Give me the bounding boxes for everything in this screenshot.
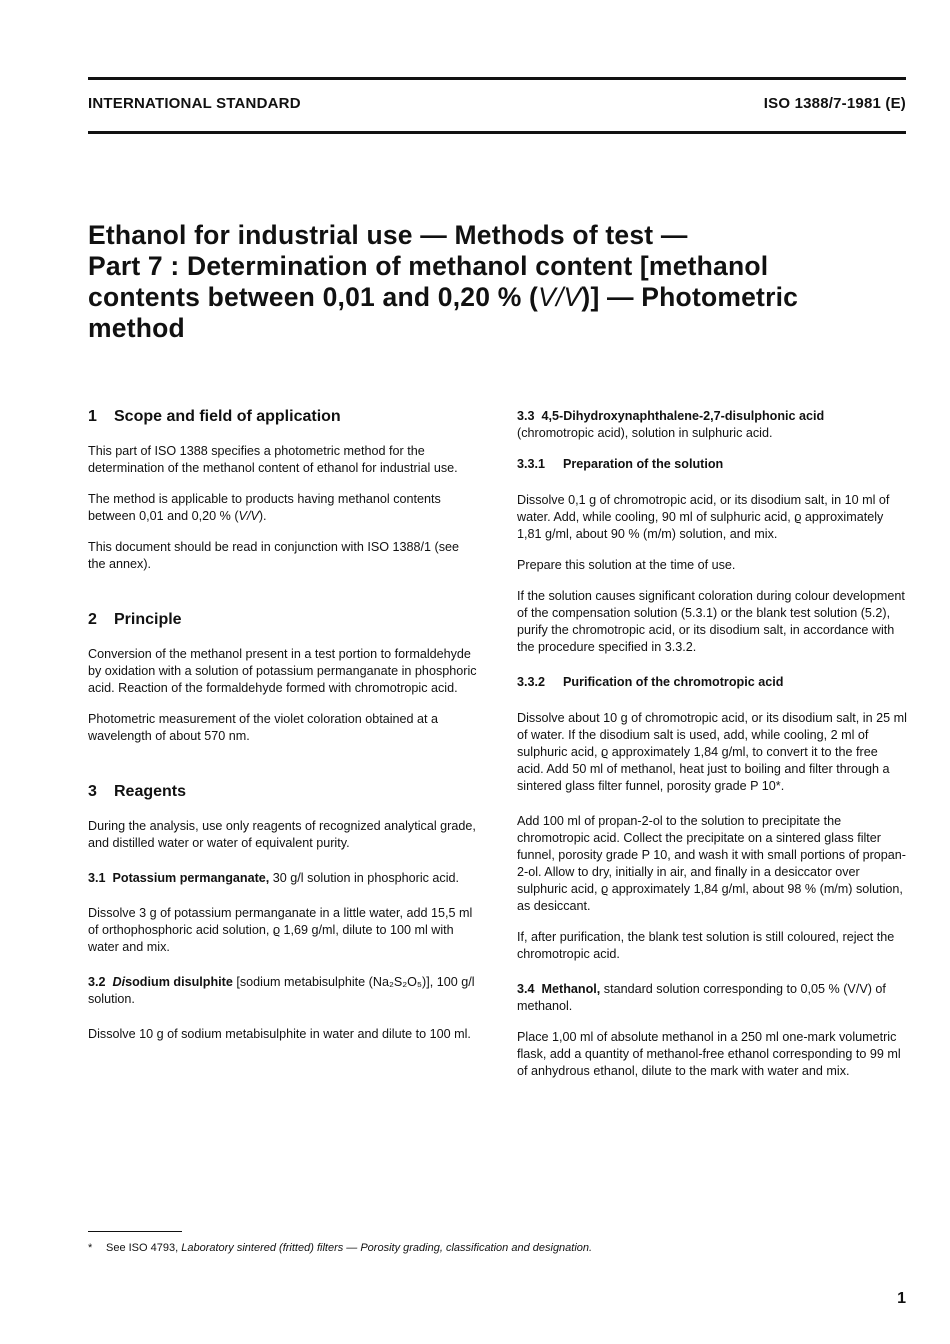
purification-paragraph-2: Add 100 ml of propan-2-ol to the solution to precipitate the chromotropic acid. Collect the precipitate on a sintered glass filter funnel, porosity grade P 10, and wash it with small portions of propan-2-ol. Allow to dry, initially in air, and finally in a desiccator over sulphuric acid, ϱ approximately 1,84 g/ml, about 98 % (m/m) solution, as desiccant. [517, 814, 906, 913]
reagent-3-2-procedure: Dissolve 10 g of sodium metabisulphite in water and dilute to 100 ml. [88, 1027, 471, 1041]
principle-paragraph-1: Conversion of the methanol present in a test portion to formaldehyde by oxidation with a solution of potassium permanganate in phosphoric acid. Reaction of the formaldehyde formed with chromotropic acid. [88, 647, 477, 695]
title-line-2: Part 7 : Determination of methanol content [methanol [88, 251, 769, 281]
scope-paragraph-3: This document should be read in conjunction with ISO 1388/1 (see the annex). [88, 540, 460, 571]
footnote-rule [88, 1231, 182, 1232]
standard-type-label: INTERNATIONAL STANDARD [88, 95, 301, 112]
scope-paragraph-1: This part of ISO 1388 specifies a photometric method for the determination of the methanol content of ethanol for industrial use. [88, 444, 458, 475]
footnote: * See ISO 4793, Laboratory sintered (fritted) filters — Porosity grading, classification and designation. [88, 1242, 593, 1254]
purification-paragraph-3: If, after purification, the blank test solution is still coloured, reject the chromotropic acid. [517, 930, 895, 961]
header-rule-bottom [88, 131, 906, 134]
header-rule-top [88, 77, 906, 80]
reagent-3-2-heading: 3.2 Disodium disulphite [sodium metabisulphite (Na₂S₂O₅)], 100 g/l solution. [88, 975, 475, 1006]
document-title [88, 220, 908, 344]
right-column [517, 408, 907, 1090]
reagent-3-1-heading: 3.1 Potassium permanganate, 30 g/l solution in phosphoric acid. [88, 871, 460, 885]
reagents-intro: During the analysis, use only reagents of recognized analytical grade, and distilled water or water of equivalent purity. [88, 819, 476, 850]
subsection-3-3-2-heading: 3.3.2 Purification of the chromotropic acid [517, 675, 784, 689]
section-heading-principle: 2 Principle [88, 611, 182, 628]
standard-number: ISO 1388/7-1981 (E) [763, 95, 906, 112]
purification-paragraph-1: Dissolve about 10 g of chromotropic acid, or its disodium salt, in 25 ml of water. If the disodium salt is used, add, while cooling, 2 ml of sulphuric acid, ϱ approximately 1,84 g/ml, to convert it to the free acid. Add 50 ml of methanol, heat just to boiling and filter through a sintered glass filter funnel, porosity grade P 10*. [517, 711, 907, 793]
title-line-3: contents between 0,01 and 0,20 % (V/V)] — Photometric [88, 282, 799, 312]
section-heading-scope: 1 Scope and field of application [88, 408, 341, 425]
reagent-3-1-procedure: Dissolve 3 g of potassium permanganate in a little water, add 15,5 ml of orthophosphoric acid solution, ϱ 1,69 g/ml, dilute to 100 ml with water and mix. [88, 906, 473, 954]
scope-paragraph-2: The method is applicable to products having methanol contents between 0,01 and 0,20 % (V/V). [88, 492, 441, 523]
title-line-1: Ethanol for industrial use — Methods of test — [88, 220, 688, 250]
solution-coloration-paragraph: If the solution causes significant coloration during colour development of the compensation solution (5.3.1) or the blank test solution (5.2), purify the chromotropic acid, or its disodium salt, in accordance with the procedure specified in 3.3.2. [517, 589, 905, 654]
solution-preparation-paragraph: Dissolve 0,1 g of chromotropic acid, or its disodium salt, in 10 ml of water. Add, while cooling, 90 ml of sulphuric acid, ϱ approximately 1,81 g/ml, about 90 % (m/m) solution, and mix. [517, 493, 890, 541]
reagent-3-4-heading: 3.4 Methanol, standard solution corresponding to 0,05 % (V/V) of methanol. [517, 982, 886, 1013]
page-number: 1 [897, 1290, 906, 1307]
reagent-3-3-heading: 3.3 4,5-Dihydroxynaphthalene-2,7-disulphonic acid (chromotropic acid), solution in sulphuric acid. [517, 409, 825, 440]
left-column [88, 408, 478, 1053]
subsection-3-3-1-heading: 3.3.1 Preparation of the solution [517, 457, 724, 471]
section-heading-reagents: 3 Reagents [88, 783, 187, 800]
solution-use-paragraph: Prepare this solution at the time of use. [517, 558, 736, 572]
reagent-3-4-procedure: Place 1,00 ml of absolute methanol in a 250 ml one-mark volumetric flask, add a quantity of methanol-free ethanol corresponding to 99 ml of anhydrous ethanol, dilute to the mark with water and mix. [517, 1030, 901, 1078]
principle-paragraph-2: Photometric measurement of the violet coloration obtained at a wavelength of about 570 nm. [88, 712, 439, 743]
title-line-4: method [88, 313, 185, 343]
